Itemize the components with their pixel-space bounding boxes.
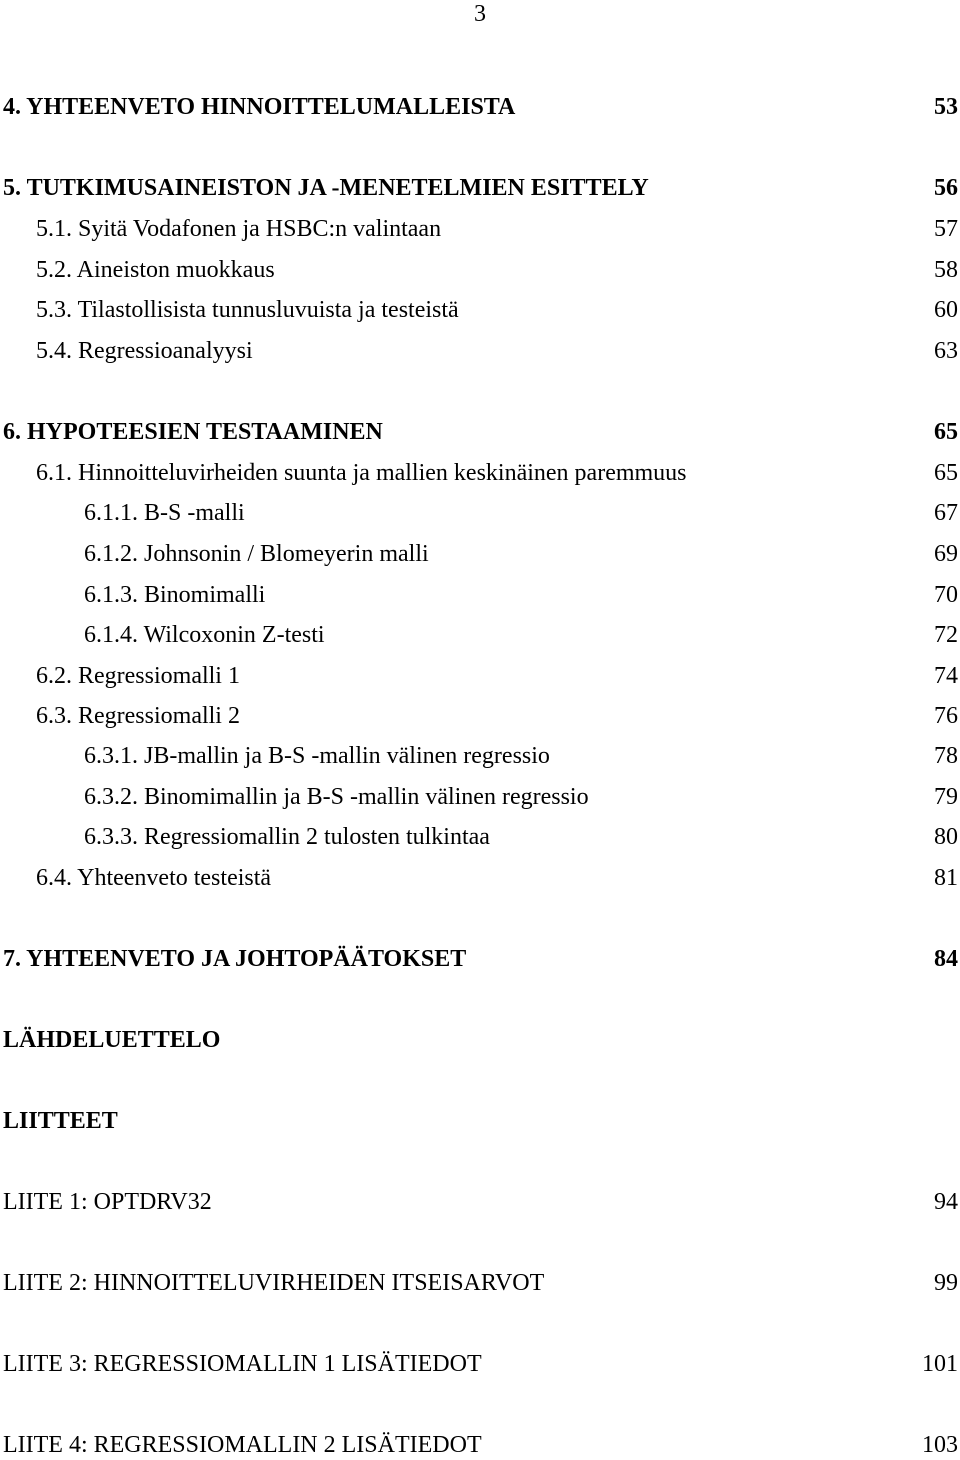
toc-entry[interactable]: [0, 255, 958, 285]
toc-entry[interactable]: [0, 1268, 958, 1298]
toc-entry[interactable]: [0, 822, 958, 852]
toc-entry-title: 5.1. Syitä Vodafonen ja HSBC:n valintaan: [36, 216, 442, 242]
toc-entry[interactable]: [0, 336, 958, 366]
toc-entry-title: 6.4. Yhteenveto testeistä: [36, 865, 272, 891]
toc-entry[interactable]: [0, 741, 958, 771]
toc-entry-page: 63: [934, 338, 958, 364]
toc-entry-page: 69: [934, 541, 958, 567]
toc-entry-title: LIITE 1: OPTDRV32: [3, 1189, 212, 1215]
toc-entry[interactable]: [0, 863, 958, 893]
toc-entry-page: 94: [934, 1189, 958, 1215]
toc-entry[interactable]: [0, 944, 958, 974]
toc-entry-page: 57: [934, 216, 958, 242]
toc-entry-title: 6.1.4. Wilcoxonin Z-testi: [84, 622, 325, 648]
toc-entry-title: 7. YHTEENVETO JA JOHTOPÄÄTOKSET: [3, 946, 467, 972]
toc-entry[interactable]: [0, 782, 958, 812]
toc-entry[interactable]: [0, 701, 958, 731]
toc-entry-title: LIITE 3: REGRESSIOMALLIN 1 LISÄTIEDOT: [3, 1351, 482, 1377]
toc-entry-page: 65: [934, 419, 958, 445]
toc-entry[interactable]: [0, 417, 958, 447]
toc-entry-page: 81: [934, 865, 958, 891]
toc-entry[interactable]: [0, 498, 958, 528]
toc-entry-page: 78: [934, 743, 958, 769]
toc-entry-page: 56: [934, 175, 958, 201]
toc-entry-page: 84: [934, 946, 958, 972]
toc-entry-title: 6.3.3. Regressiomallin 2 tulosten tulkintaa: [84, 824, 490, 850]
toc-entry-page: 67: [934, 500, 958, 526]
toc-entry-title: 4. YHTEENVETO HINNOITTELUMALLEISTA: [3, 94, 516, 120]
toc-entry-title: 6. HYPOTEESIEN TESTAAMINEN: [3, 419, 383, 445]
toc-entry-page: 103: [922, 1432, 958, 1458]
toc-entry-page: 76: [934, 703, 958, 729]
toc-entry-page: 99: [934, 1270, 958, 1296]
toc-entry-title: 6.1.3. Binomimalli: [84, 582, 266, 608]
toc-entry[interactable]: [0, 1349, 958, 1379]
toc-entry-title: 5.2. Aineiston muokkaus: [36, 257, 275, 283]
toc-entry[interactable]: [0, 539, 958, 569]
toc-entry-title: 5.3. Tilastollisista tunnusluvuista ja testeistä: [36, 297, 459, 323]
toc-entry-title: LIITE 4: REGRESSIOMALLIN 2 LISÄTIEDOT: [3, 1432, 482, 1458]
toc-entry-page: 53: [934, 94, 958, 120]
toc-entry-page: 72: [934, 622, 958, 648]
toc-entry-page: 65: [934, 460, 958, 486]
toc-entry[interactable]: [0, 1187, 958, 1217]
toc-entry[interactable]: [0, 92, 958, 122]
toc-entry-title: 6.1.2. Johnsonin / Blomeyerin malli: [84, 541, 429, 567]
toc-entry[interactable]: [0, 295, 958, 325]
toc-entry-title: 6.1. Hinnoitteluvirheiden suunta ja mallien keskinäinen paremmuus: [36, 460, 687, 486]
toc-entry-page: 80: [934, 824, 958, 850]
toc-entry-title: 6.1.1. B-S -malli: [84, 500, 245, 526]
toc-entry-title: 6.2. Regressiomalli 1: [36, 663, 240, 689]
toc-entry-title: LIITTEET: [3, 1108, 118, 1134]
toc-entry-title: 6.3.1. JB-mallin ja B-S -mallin välinen regressio: [84, 743, 550, 769]
page-number: 3: [474, 1, 486, 27]
toc-entry-page: 60: [934, 297, 958, 323]
toc-entry[interactable]: [0, 214, 958, 244]
toc-entry-page: 74: [934, 663, 958, 689]
toc-entry-page: 79: [934, 784, 958, 810]
toc-entry-title: 5. TUTKIMUSAINEISTON JA -MENETELMIEN ESITTELY: [3, 175, 649, 201]
toc-entry[interactable]: [0, 173, 958, 203]
toc-entry-title: 5.4. Regressioanalyysi: [36, 338, 253, 364]
toc-entry[interactable]: [0, 620, 958, 650]
toc-entry[interactable]: [0, 1106, 958, 1136]
toc-entry-title: 6.3.2. Binomimallin ja B-S -mallin välinen regressio: [84, 784, 589, 810]
toc-entry-page: 70: [934, 582, 958, 608]
toc-entry[interactable]: [0, 1430, 958, 1460]
toc-entry-title: 6.3. Regressiomalli 2: [36, 703, 240, 729]
toc-entry-page: 101: [922, 1351, 958, 1377]
toc-entry-title: LÄHDELUETTELO: [3, 1027, 221, 1053]
toc-entry[interactable]: [0, 661, 958, 691]
toc-entry[interactable]: [0, 1025, 958, 1055]
toc-entry-page: 58: [934, 257, 958, 283]
toc-entry[interactable]: [0, 458, 958, 488]
toc-entry-title: LIITE 2: HINNOITTELUVIRHEIDEN ITSEISARVOT: [3, 1270, 545, 1296]
toc-entry[interactable]: [0, 580, 958, 610]
